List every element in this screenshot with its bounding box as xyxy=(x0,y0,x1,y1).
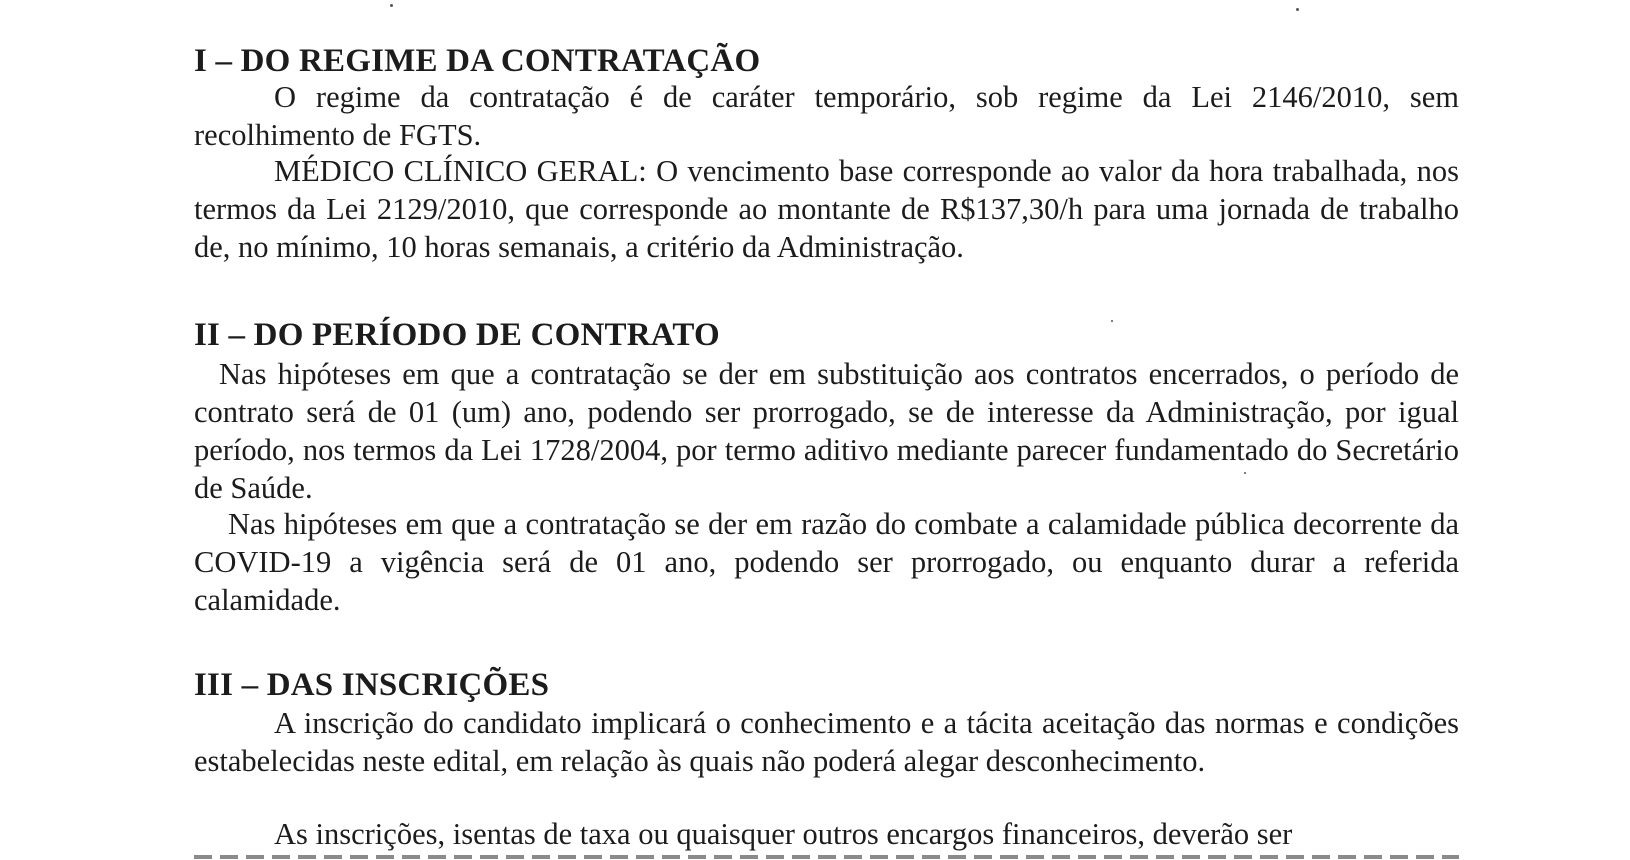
section-heading-inscricoes: III – DAS INSCRIÇÕES xyxy=(194,667,550,703)
paragraph-medico-clinico-geral: MÉDICO CLÍNICO GERAL: O vencimento base corresponde ao valor da hora trabalhada, nos termos da Lei 2129/2010, que corresponde ao montante de R$137,30/h para uma jornada de trabalho de, no mínimo, 10 horas semanais, a critério da Administração. xyxy=(194,154,1459,264)
cutoff-text-line xyxy=(194,850,1459,860)
section-heading-periodo: II – DO PERÍODO DE CONTRATO xyxy=(194,317,720,353)
cutoff-line-glyphs xyxy=(194,855,1459,859)
paragraph-regime-temporario: O regime da contratação é de caráter temporário, sob regime da Lei 2146/2010, sem recolhimento de FGTS. xyxy=(194,80,1459,152)
paragraph-inscricao-aceitacao: A inscrição do candidato implicará o conhecimento e a tácita aceitação das normas e condições estabelecidas neste edital, em relação às quais não poderá alegar desconhecimento. xyxy=(194,706,1459,778)
scan-speck xyxy=(1244,472,1246,474)
paragraph-periodo-covid: Nas hipóteses em que a contratação se der em razão do combate a calamidade pública decorrente da COVID-19 a vigência será de 01 ano, podendo ser prorrogado, ou enquanto durar a referida calamidade. xyxy=(194,507,1459,617)
scan-speck xyxy=(390,4,393,7)
scan-speck xyxy=(1296,8,1299,11)
scan-speck xyxy=(1111,320,1113,322)
paragraph-periodo-substituicao: Nas hipóteses em que a contratação se der em substituição aos contratos encerrados, o período de contrato será de 01 (um) ano, podendo ser prorrogado, se de interesse da Administração, por igual período, nos termos da Lei 1728/2004, por termo aditivo mediante parecer fundamentado do Secretário de Saúde. xyxy=(194,357,1459,505)
paragraph-inscricoes-taxa: As inscrições, isentas de taxa ou quaisquer outros encargos financeiros, deverão ser xyxy=(274,817,1293,851)
section-heading-regime: I – DO REGIME DA CONTRATAÇÃO xyxy=(194,43,761,79)
